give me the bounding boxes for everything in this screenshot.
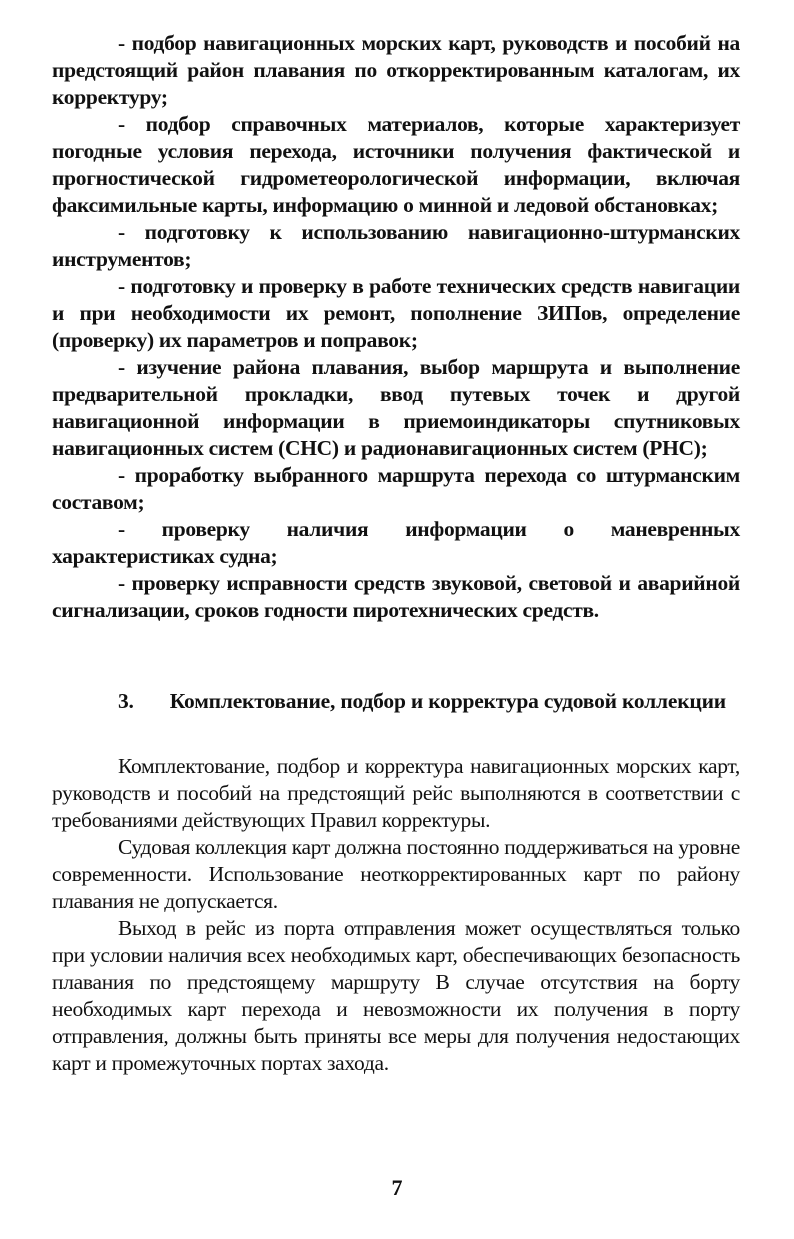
section-heading — [52, 688, 740, 715]
section-body — [52, 753, 740, 1077]
body-paragraph: Комплектование, подбор и корректура навигационных морских карт, руководств и пособий на предстоящий рейс выполняются в соответствии с требованиями действующих Правил корректуры. — [52, 754, 740, 832]
bullet-item: - подготовку к использованию навигационно-штурманских инструментов; — [52, 220, 740, 271]
body-paragraph: Судовая коллекция карт должна постоянно поддерживаться на уровне современности. Использование неоткорректированных карт по району плавания не допускается. — [52, 835, 740, 913]
bullet-item: - проверку исправности средств звуковой, световой и аварийной сигнализации, сроков годности пиротехнических средств. — [52, 571, 740, 622]
document-page — [52, 30, 740, 1077]
bullet-item: - проработку выбранного маршрута перехода со штурманским составом; — [52, 463, 740, 514]
bullet-list — [52, 30, 740, 624]
bullet-item: - подготовку и проверку в работе технических средств навигации и при необходимости их ремонт, пополнение ЗИПов, определение (проверку) их параметров и поправок; — [52, 274, 740, 352]
section-title: Комплектование, подбор и корректура судовой коллекции — [169, 689, 726, 713]
bullet-item: - проверку наличия информации о маневренных характеристиках судна; — [52, 517, 740, 568]
page-number: 7 — [391, 1175, 403, 1200]
section-number: 3. — [118, 689, 134, 713]
bullet-item: - подбор справочных материалов, которые характеризует погодные условия перехода, источники получения фактической и прогностической гидрометеорологической информации, включая факсимильные карты, информацию о минной и ледовой обстановках; — [52, 112, 740, 217]
body-paragraph: Выход в рейс из порта отправления может осуществляться только при условии наличия всех необходимых карт, обеспечивающих безопасность плавания по предстоящему маршруту В случае отсутствия на борту необходимых карт перехода и невозможности их получения в порту отправления, должны быть приняты все меры для получения недостающих карт и промежуточных портах захода. — [52, 916, 740, 1075]
bullet-item: - изучение района плавания, выбор маршрута и выполнение предварительной прокладки, ввод путевых точек и другой навигационной информации в приемоиндикаторы спутниковых навигационных систем (СНС) и радионавигационных систем (РНС); — [52, 355, 740, 460]
bullet-item: - подбор навигационных морских карт, руководств и пособий на предстоящий район плавания по откорректированным каталогам, их корректуру; — [52, 31, 740, 109]
